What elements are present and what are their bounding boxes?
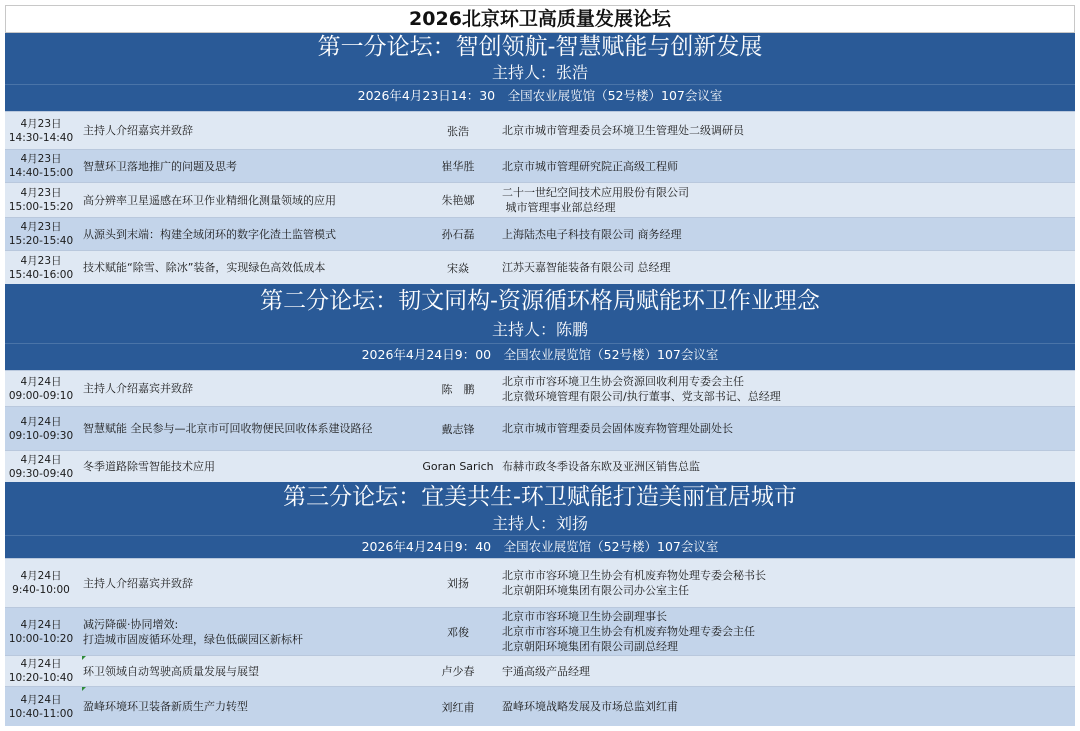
forum-1-host: 主持人：张浩 bbox=[491, 63, 588, 82]
forum-2-title: 第二分论坛：韧文同构-资源循环格局赋能环卫作业理念 bbox=[260, 288, 820, 314]
speaker-organization: 布赫市政冬季设备东欧及亚洲区销售总监 bbox=[502, 460, 700, 473]
session-speaker: 陈 鹏 bbox=[441, 382, 475, 396]
session-speaker: Goran Sarich bbox=[422, 460, 494, 473]
session-speaker: 朱艳娜 bbox=[441, 194, 475, 207]
session-speaker: 崔华胜 bbox=[441, 160, 475, 173]
session-time: 4月23日 15:00-15:20 bbox=[8, 187, 74, 213]
session-time: 4月23日 15:20-15:40 bbox=[8, 221, 74, 247]
comment-marker-icon bbox=[82, 687, 86, 691]
speaker-organization: 二十一世纪空间技术应用股份有限公司 城市管理事业部总经理 bbox=[502, 186, 689, 214]
session-time: 4月24日 10:00-10:20 bbox=[8, 618, 74, 645]
table-row bbox=[5, 558, 1075, 607]
session-topic: 技术赋能“除雪、除冰”装备，实现绿色高效低成本 bbox=[83, 261, 326, 274]
session-time: 4月24日 10:40-11:00 bbox=[8, 693, 74, 720]
speaker-organization: 宇通高级产品经理 bbox=[502, 664, 590, 678]
comment-marker-icon bbox=[82, 656, 86, 660]
speaker-organization: 北京市市容环境卫生协会副理事长 北京市市容环境卫生协会有机废弃物处理专委会主任 北京朝阳环境集团有限公司副总经理 bbox=[502, 610, 755, 653]
table-row bbox=[5, 217, 1075, 250]
speaker-organization: 北京市城市管理研究院正高级工程师 bbox=[502, 159, 678, 173]
session-time: 4月24日 09:00-09:10 bbox=[8, 375, 74, 402]
table-row bbox=[5, 111, 1075, 149]
session-time: 4月24日 9:40-10:00 bbox=[12, 570, 70, 596]
session-time: 4月23日 15:40-16:00 bbox=[8, 254, 74, 281]
speaker-organization: 北京市市容环境卫生协会有机废弃物处理专委会秘书长 北京朝阳环境集团有限公司办公室主任 bbox=[502, 569, 766, 597]
forum-1-location: 2026年4月23日14：30 全国农业展览馆（52号楼）107会议室 bbox=[5, 84, 1075, 107]
speaker-organization: 北京市城市管理委员会固体废弃物管理处副处长 bbox=[502, 422, 733, 435]
session-topic: 从源头到末端：构建全域闭环的数字化渣土监管模式 bbox=[83, 227, 336, 241]
session-topic: 主持人介绍嘉宾并致辞 bbox=[83, 124, 193, 137]
forum-1-header bbox=[5, 33, 1075, 111]
forum-3-location: 2026年4月24日9：40 全国农业展览馆（52号楼）107会议室 bbox=[5, 535, 1075, 557]
session-speaker: 刘扬 bbox=[447, 577, 469, 590]
table-row bbox=[5, 370, 1075, 406]
table-row bbox=[5, 406, 1075, 450]
speaker-organization: 盈峰环境战略发展及市场总监刘红甫 bbox=[502, 700, 678, 713]
session-speaker: 张浩 bbox=[447, 124, 469, 138]
session-time: 4月23日 14:30-14:40 bbox=[8, 117, 74, 144]
session-topic: 冬季道路除雪智能技术应用 bbox=[83, 460, 215, 473]
session-time: 4月24日 09:10-09:30 bbox=[8, 415, 74, 442]
session-speaker: 戴志锋 bbox=[441, 422, 475, 436]
session-topic: 减污降碳·协同增效: 打造城市固废循环处理，绿色低碳园区新标杆 bbox=[83, 617, 303, 646]
page-title: 2026北京环卫高质量发展论坛 bbox=[5, 5, 1075, 33]
table-row bbox=[5, 655, 1075, 686]
forum-3-header bbox=[5, 482, 1075, 558]
table-row bbox=[5, 250, 1075, 284]
session-time: 4月23日 14:40-15:00 bbox=[8, 153, 74, 179]
session-topic: 主持人介绍嘉宾并致辞 bbox=[83, 382, 193, 395]
speaker-organization: 北京市市容环境卫生协会资源回收利用专委会主任 北京微环境管理有限公司/执行董事、党支部书记、总经理 bbox=[502, 374, 781, 403]
forum-1-title: 第一分论坛：智创领航-智慧赋能与创新发展 bbox=[317, 34, 763, 60]
session-topic: 高分辨率卫星遥感在环卫作业精细化测量领域的应用 bbox=[83, 193, 336, 207]
speaker-organization: 北京市城市管理委员会环境卫生管理处二级调研员 bbox=[502, 124, 744, 137]
table-row bbox=[5, 607, 1075, 655]
table-row bbox=[5, 686, 1075, 726]
session-topic: 环卫领域自动驾驶高质量发展与展望 bbox=[83, 664, 259, 678]
session-topic: 智慧赋能 全民参与—北京市可回收物便民回收体系建设路径 bbox=[83, 422, 373, 435]
table-row bbox=[5, 182, 1075, 217]
session-topic: 智慧环卫落地推广的问题及思考 bbox=[83, 159, 237, 173]
session-topic: 主持人介绍嘉宾并致辞 bbox=[83, 576, 193, 590]
session-speaker: 孙石磊 bbox=[441, 228, 475, 241]
speaker-organization: 江苏天嘉智能装备有限公司 总经理 bbox=[502, 261, 671, 274]
session-topic: 盈峰环境环卫装备新质生产力转型 bbox=[83, 700, 248, 713]
session-speaker: 刘红甫 bbox=[441, 700, 475, 714]
forum-3-host: 主持人：刘扬 bbox=[491, 514, 588, 533]
session-time: 4月24日 09:30-09:40 bbox=[8, 453, 74, 480]
speaker-organization: 上海陆杰电子科技有限公司 商务经理 bbox=[502, 227, 682, 241]
session-time: 4月24日 10:20-10:40 bbox=[8, 658, 74, 684]
session-speaker: 卢少春 bbox=[441, 665, 475, 678]
forum-2-header bbox=[5, 284, 1075, 370]
table-row bbox=[5, 450, 1075, 482]
session-speaker: 宋焱 bbox=[447, 261, 469, 275]
forum-2-location: 2026年4月24日9：00 全国农业展览馆（52号楼）107会议室 bbox=[5, 343, 1075, 366]
table-row bbox=[5, 149, 1075, 182]
session-speaker: 邓俊 bbox=[447, 625, 469, 639]
forum-3-title: 第三分论坛：宜美共生-环卫赋能打造美丽宜居城市 bbox=[283, 484, 797, 510]
forum-2-host: 主持人：陈鹏 bbox=[491, 320, 588, 339]
